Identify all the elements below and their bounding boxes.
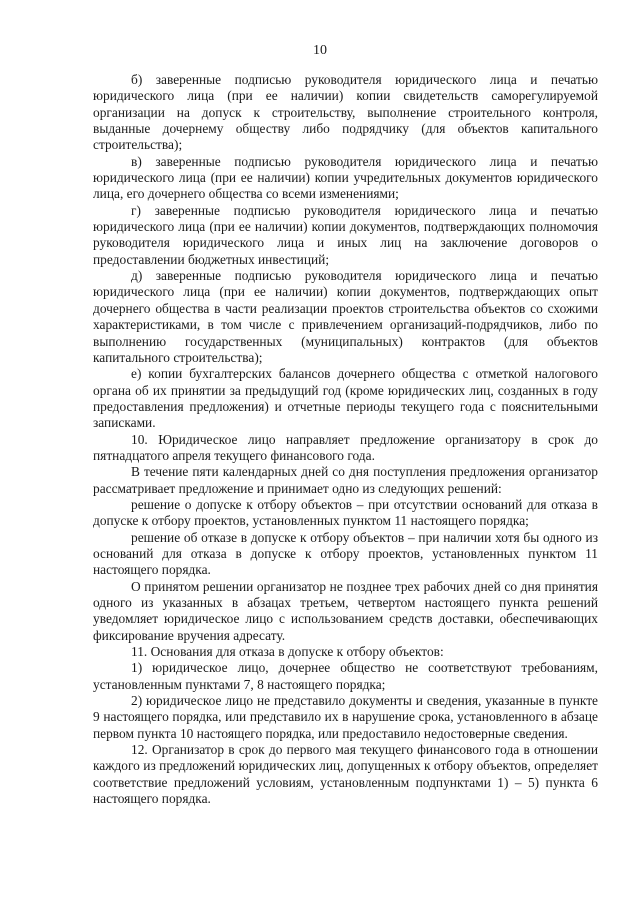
paragraph-clause-11: 11. Основания для отказа в допуске к отбору объектов:	[131, 644, 444, 660]
paragraph-decision-admit: решение о допуске к отбору объектов – при отсутствии оснований для отказа в допуске к отбору проектов, установленных пунктом 11 настоящего порядка;	[93, 496, 598, 529]
paragraph-ground-1: 1) юридическое лицо, дочернее общество не соответствуют требованиям, установленным пунктами 7, 8 настоящего порядка;	[93, 660, 598, 692]
paragraph-item-b: б) заверенные подписью руководителя юридического лица и печатью юридического лица (при ее наличии) копии свидетельств саморегулируемой организации на допуск к строительству, выполнение строительного контроля, выданные дочернему обществу либо подрядчику (для объектов капитального строительства);	[93, 72, 598, 153]
document-body	[93, 72, 598, 807]
paragraph-clause-12: 12. Организатор в срок до первого мая текущего финансового года в отношении каждого из предложений юридических лиц, допущенных к отбору объектов, определяет соответствие предложений условиям, установленным подпунктами 1) – 5) пункта 6 настоящего порядка.	[93, 742, 598, 807]
paragraph-decision-refuse: решение об отказе в допуске к отбору объектов – при наличии хотя бы одного из оснований для отказа в допуске к отбору проектов, установленных пунктом 11 настоящего порядка.	[93, 529, 598, 578]
paragraph-item-g: г) заверенные подписью руководителя юридического лица и печатью юридического лица (при ее наличии) копии документов, подтверждающих полномочия руководителя юридического лица и иных лиц на заключение договоров о предоставлении бюджетных инвестиций;	[93, 202, 598, 267]
paragraph-item-e: е) копии бухгалтерских балансов дочернего общества с отметкой налогового органа об их принятии за предыдущий год (кроме юридических лиц, созданных в году предоставления предложения) и отчетные периоды текущего года с пояснительными записками.	[93, 366, 598, 431]
page-number: 10	[313, 43, 327, 58]
paragraph-item-v: в) заверенные подписью руководителя юридического лица и печатью юридического лица (при ее наличии) копии учредительных документов юридического лица, его дочернего общества со всеми изменениями;	[93, 153, 598, 202]
paragraph-ground-2: 2) юридическое лицо не представило документы и сведения, указанные в пункте 9 настоящего порядка, или представило их в нарушение срока, установленного в абзаце первом пункта 10 настоящего порядка, или предоставило недостоверные сведения.	[93, 693, 598, 741]
paragraph-notification: О принятом решении организатор не позднее трех рабочих дней со дня принятия одного из указанных в абзацах третьем, четвертом настоящего пункта решений уведомляет юридическое лицо с использованием средств доставки, обеспечивающих фиксирование вручения адресату.	[93, 578, 598, 643]
paragraph-review-period: В течение пяти календарных дней со дня поступления предложения организатор рассматривает предложение и принимает одно из следующих решений:	[93, 464, 598, 496]
paragraph-item-d: д) заверенные подписью руководителя юридического лица и печатью юридического лица (при ее наличии) копии документов, подтверждающих опыт дочернего общества в части реализации проектов строительства объектов со схожими характеристиками, в том числе с привлечением организаций-подрядчиков, либо по выполнению государственных (муниципальных) контрактов (для объектов капитального строительства);	[93, 268, 598, 365]
paragraph-clause-10: 10. Юридическое лицо направляет предложение организатору в срок до пятнадцатого апреля текущего финансового года.	[93, 431, 598, 463]
